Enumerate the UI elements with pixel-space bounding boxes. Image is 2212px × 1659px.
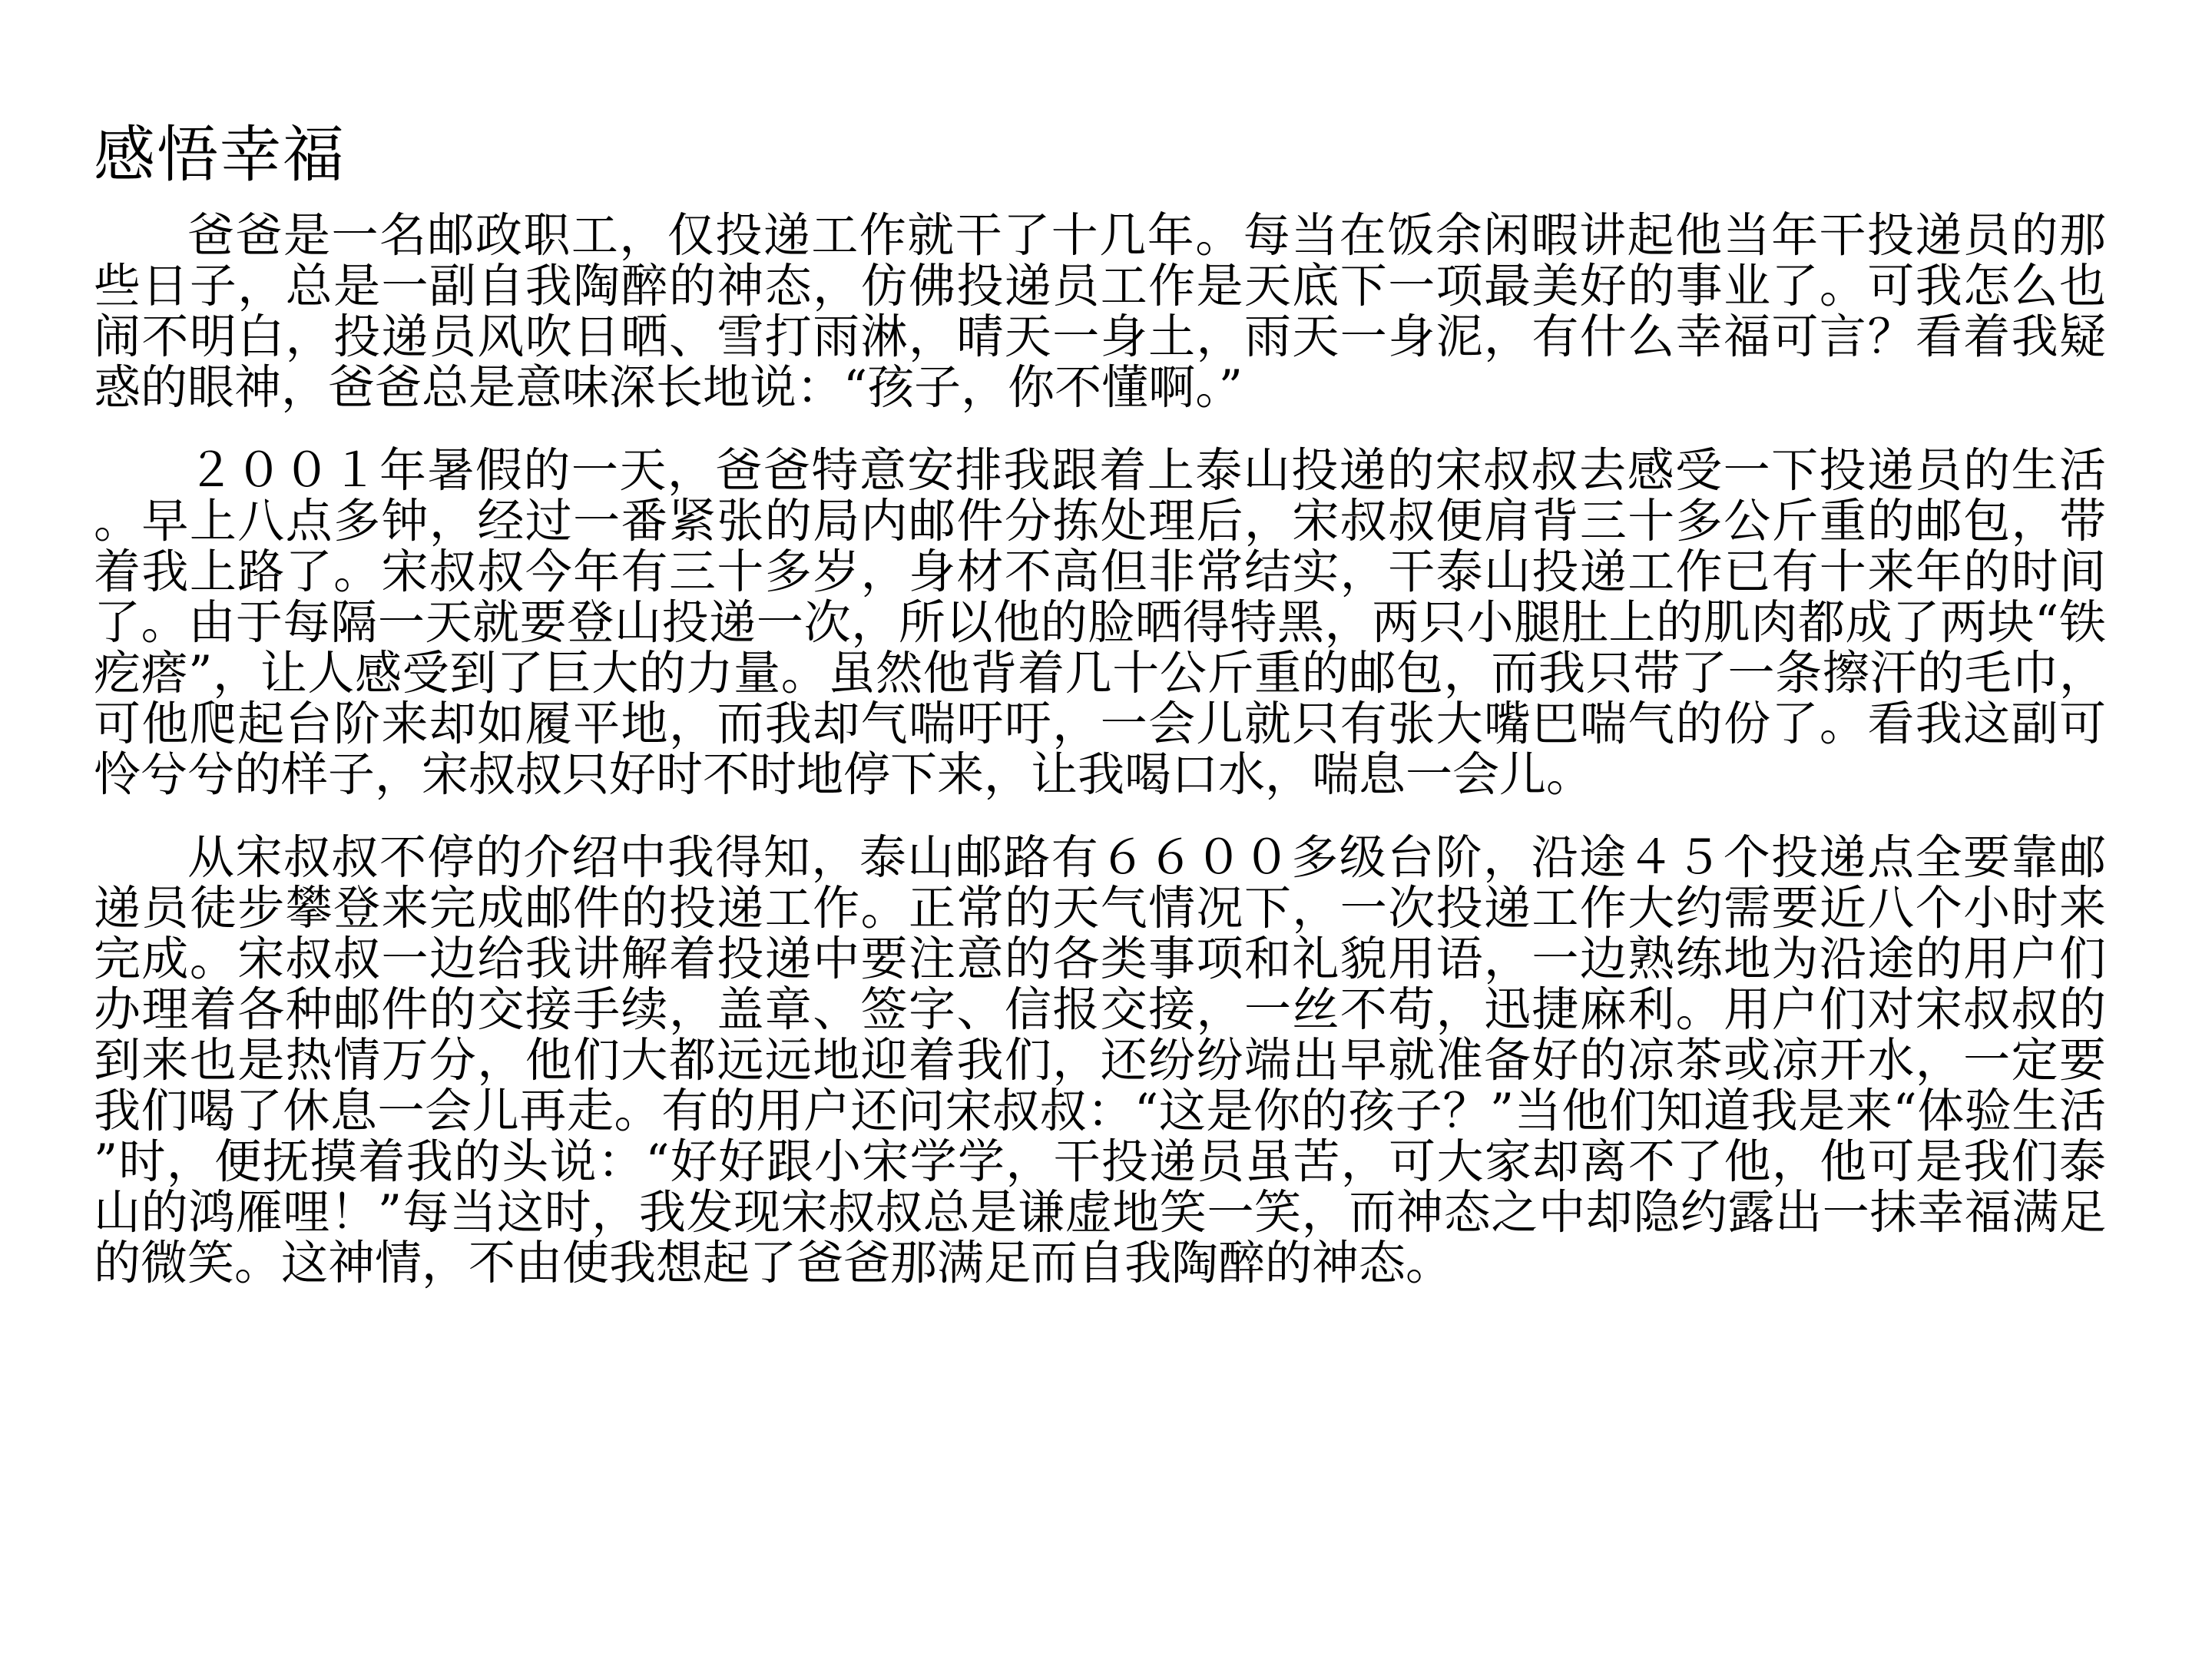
- paragraph-3: 从宋叔叔不停的介绍中我得知，泰山邮路有６６００多级台阶，沿途４５个投递点全要靠邮递员徒步攀登来完成邮件的投递工作。正常的天气情况下，一次投递工作大约需要近八个小时来完成。宋叔叔一边给我讲解着投递中要注意的各类事项和礼貌用语，一边熟练地为沿途的用户们办理着各种邮件的交接手续，盖章、签字、信报交接，一丝不苟，迅捷麻利。用户们对宋叔叔的到来也是热情万分，他们大都远远地迎着我们，还纷纷端出早就准备好的凉茶或凉开水，一定要我们喝了休息一会儿再走。有的用户还问宋叔叔：“这是你的孩子？”当他们知道我是来“体验生活”时，便抚摸着我的头说：“好好跟小宋学学，干投递员虽苦，可大家却离不了他，他可是我们泰山的鸿雁哩！”每当这时，我发现宋叔叔总是谦虚地笑一笑，而神态之中却隐约露出一抹幸福满足的微笑。这神情，不由使我想起了爸爸那满足而自我陶醉的神态。: [94, 830, 2106, 1290]
- paragraph-1: 爸爸是一名邮政职工，仅投递工作就干了十几年。每当在饭余闲暇讲起他当年干投递员的那些日子，总是一副自我陶醉的神态，仿佛投递员工作是天底下一项最美好的事业了。可我怎么也闹不明白，投递员风吹日晒、雪打雨淋，晴天一身土，雨天一身泥，有什么幸福可言？看着我疑惑的眼神，爸爸总是意味深长地说：“孩子，你不懂啊。”: [94, 208, 2106, 415]
- document-title: 感悟幸福: [94, 119, 346, 190]
- paragraph-2: ２００１年暑假的一天，爸爸特意安排我跟着上泰山投递的宋叔叔去感受一下投递员的生活。早上八点多钟，经过一番紧张的局内邮件分拣处理后，宋叔叔便肩背三十多公斤重的邮包，带着我上路了。宋叔叔今年有三十多岁，身材不高但非常结实，干泰山投递工作已有十来年的时间了。由于每隔一天就要登山投递一次，所以他的脸晒得特黑，两只小腿肚上的肌肉都成了两块“铁疙瘩”，让人感受到了巨大的力量。虽然他背着几十公斤重的邮包，而我只带了一条擦汗的毛巾，可他爬起台阶来却如履平地，而我却气喘吁吁，一会儿就只有张大嘴巴喘气的份了。看我这副可怜兮兮的样子，宋叔叔只好时不时地停下来，让我喝口水，喘息一会儿。: [94, 443, 2106, 802]
- document-page: [94, 115, 2106, 1321]
